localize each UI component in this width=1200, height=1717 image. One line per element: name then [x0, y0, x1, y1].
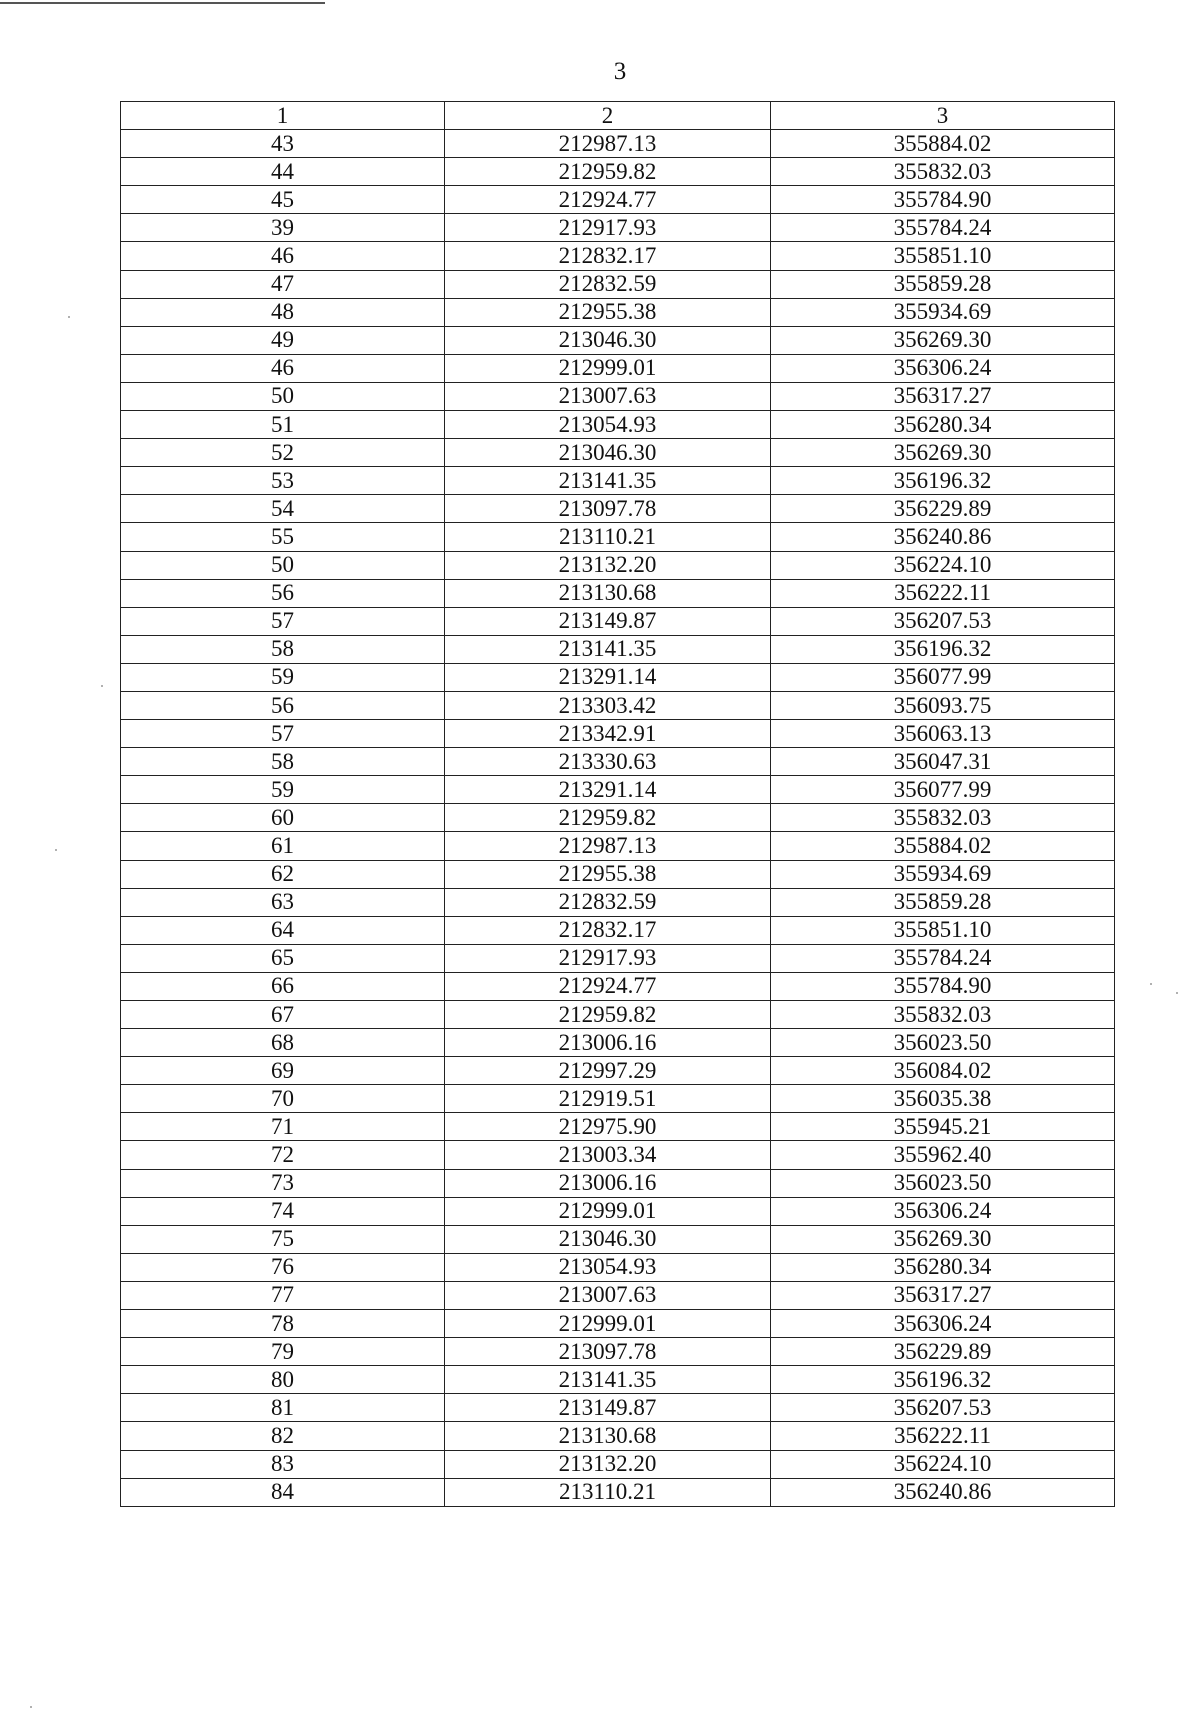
y-coordinate-cell: 356196.32: [771, 635, 1115, 663]
y-coordinate-cell: 355962.40: [771, 1141, 1115, 1169]
scan-speck: [30, 1706, 32, 1708]
y-coordinate-cell: 356224.10: [771, 1450, 1115, 1478]
table-row: [121, 804, 1115, 832]
y-coordinate-cell: 356023.50: [771, 1029, 1115, 1057]
x-coordinate-cell: 213110.21: [445, 1478, 771, 1506]
x-coordinate-cell: 213054.93: [445, 1253, 771, 1281]
table-row: [121, 579, 1115, 607]
table-row: [121, 1141, 1115, 1169]
x-coordinate-cell: 213003.34: [445, 1141, 771, 1169]
table-row: [121, 916, 1115, 944]
point-number-cell: 58: [121, 748, 445, 776]
table-row: [121, 720, 1115, 748]
y-coordinate-cell: 355851.10: [771, 242, 1115, 270]
scan-edge-line: [0, 2, 325, 4]
x-coordinate-cell: 212959.82: [445, 158, 771, 186]
x-coordinate-cell: 212832.17: [445, 242, 771, 270]
y-coordinate-cell: 355784.24: [771, 944, 1115, 972]
x-coordinate-cell: 212919.51: [445, 1085, 771, 1113]
y-coordinate-cell: 356196.32: [771, 1366, 1115, 1394]
point-number-cell: 72: [121, 1141, 445, 1169]
y-coordinate-cell: 356306.24: [771, 354, 1115, 382]
point-number-cell: 57: [121, 607, 445, 635]
y-coordinate-cell: 355832.03: [771, 158, 1115, 186]
point-number-cell: 57: [121, 720, 445, 748]
point-number-cell: 74: [121, 1197, 445, 1225]
y-coordinate-cell: 356229.89: [771, 495, 1115, 523]
header-row: [121, 102, 1115, 130]
x-coordinate-cell: 213007.63: [445, 1281, 771, 1309]
x-coordinate-cell: 213046.30: [445, 1225, 771, 1253]
point-number-cell: 76: [121, 1253, 445, 1281]
point-number-cell: 48: [121, 298, 445, 326]
x-coordinate-cell: 213097.78: [445, 1338, 771, 1366]
table-row: [121, 832, 1115, 860]
table-row: [121, 354, 1115, 382]
x-coordinate-cell: 212924.77: [445, 972, 771, 1000]
table-row: [121, 1253, 1115, 1281]
x-coordinate-cell: 213132.20: [445, 551, 771, 579]
x-coordinate-cell: 213132.20: [445, 1450, 771, 1478]
table-row: [121, 467, 1115, 495]
table-row: [121, 1281, 1115, 1309]
x-coordinate-cell: 213291.14: [445, 776, 771, 804]
point-number-cell: 70: [121, 1085, 445, 1113]
x-coordinate-cell: 213141.35: [445, 635, 771, 663]
table-row: [121, 523, 1115, 551]
y-coordinate-cell: 356280.34: [771, 411, 1115, 439]
point-number-cell: 59: [121, 663, 445, 691]
point-number-cell: 81: [121, 1394, 445, 1422]
point-number-cell: 51: [121, 411, 445, 439]
page-number: 3: [613, 58, 627, 85]
point-number-cell: 39: [121, 214, 445, 242]
table-row: [121, 972, 1115, 1000]
y-coordinate-cell: 355859.28: [771, 888, 1115, 916]
y-coordinate-cell: 356240.86: [771, 1478, 1115, 1506]
point-number-cell: 78: [121, 1310, 445, 1338]
table-row: [121, 382, 1115, 410]
table-row: [121, 1366, 1115, 1394]
y-coordinate-cell: 356093.75: [771, 691, 1115, 719]
point-number-cell: 44: [121, 158, 445, 186]
x-coordinate-cell: 212959.82: [445, 804, 771, 832]
y-coordinate-cell: 355884.02: [771, 832, 1115, 860]
point-number-cell: 71: [121, 1113, 445, 1141]
point-number-cell: 50: [121, 382, 445, 410]
x-coordinate-cell: 212917.93: [445, 944, 771, 972]
table-row: [121, 635, 1115, 663]
y-coordinate-cell: 355934.69: [771, 298, 1115, 326]
y-coordinate-cell: 356224.10: [771, 551, 1115, 579]
table-row: [121, 495, 1115, 523]
x-coordinate-cell: 212987.13: [445, 130, 771, 158]
table-row: [121, 1001, 1115, 1029]
point-number-cell: 53: [121, 467, 445, 495]
y-coordinate-cell: 356023.50: [771, 1169, 1115, 1197]
point-number-cell: 79: [121, 1338, 445, 1366]
table-row: [121, 860, 1115, 888]
x-coordinate-cell: 213110.21: [445, 523, 771, 551]
point-number-cell: 60: [121, 804, 445, 832]
table-row: [121, 944, 1115, 972]
table-row: [121, 242, 1115, 270]
y-coordinate-cell: 355884.02: [771, 130, 1115, 158]
table-row: [121, 1057, 1115, 1085]
y-coordinate-cell: 355832.03: [771, 804, 1115, 832]
x-coordinate-cell: 212924.77: [445, 186, 771, 214]
y-coordinate-cell: 355934.69: [771, 860, 1115, 888]
y-coordinate-cell: 356047.31: [771, 748, 1115, 776]
point-number-cell: 58: [121, 635, 445, 663]
y-coordinate-cell: 356084.02: [771, 1057, 1115, 1085]
y-coordinate-cell: 356269.30: [771, 326, 1115, 354]
x-coordinate-cell: 212832.59: [445, 888, 771, 916]
scan-speck: [101, 685, 103, 687]
x-coordinate-cell: 212975.90: [445, 1113, 771, 1141]
table-row: [121, 1394, 1115, 1422]
point-number-cell: 50: [121, 551, 445, 579]
y-coordinate-cell: 356222.11: [771, 579, 1115, 607]
x-coordinate-cell: 212997.29: [445, 1057, 771, 1085]
table-row: [121, 186, 1115, 214]
y-coordinate-cell: 356035.38: [771, 1085, 1115, 1113]
x-coordinate-cell: 213330.63: [445, 748, 771, 776]
x-coordinate-cell: 213054.93: [445, 411, 771, 439]
y-coordinate-cell: 355945.21: [771, 1113, 1115, 1141]
x-coordinate-cell: 213130.68: [445, 579, 771, 607]
x-coordinate-cell: 212917.93: [445, 214, 771, 242]
y-coordinate-cell: 355784.90: [771, 972, 1115, 1000]
y-coordinate-cell: 356077.99: [771, 776, 1115, 804]
point-number-cell: 45: [121, 186, 445, 214]
table-row: [121, 888, 1115, 916]
scan-speck: [55, 849, 57, 851]
table-row: [121, 439, 1115, 467]
table-row: [121, 1225, 1115, 1253]
table-row: [121, 607, 1115, 635]
y-coordinate-cell: 356207.53: [771, 607, 1115, 635]
x-coordinate-cell: 213149.87: [445, 607, 771, 635]
header-col-2: 2: [445, 102, 771, 130]
x-coordinate-cell: 213342.91: [445, 720, 771, 748]
table-row: [121, 158, 1115, 186]
table-body: [121, 130, 1115, 1507]
x-coordinate-cell: 213006.16: [445, 1029, 771, 1057]
table-row: [121, 270, 1115, 298]
y-coordinate-cell: 356269.30: [771, 439, 1115, 467]
x-coordinate-cell: 213291.14: [445, 663, 771, 691]
table-row: [121, 1113, 1115, 1141]
point-number-cell: 56: [121, 691, 445, 719]
y-coordinate-cell: 356196.32: [771, 467, 1115, 495]
y-coordinate-cell: 355832.03: [771, 1001, 1115, 1029]
point-number-cell: 46: [121, 242, 445, 270]
point-number-cell: 61: [121, 832, 445, 860]
point-number-cell: 83: [121, 1450, 445, 1478]
y-coordinate-cell: 356269.30: [771, 1225, 1115, 1253]
x-coordinate-cell: 213097.78: [445, 495, 771, 523]
point-number-cell: 56: [121, 579, 445, 607]
x-coordinate-cell: 213303.42: [445, 691, 771, 719]
table-row: [121, 214, 1115, 242]
table-row: [121, 1310, 1115, 1338]
x-coordinate-cell: 212987.13: [445, 832, 771, 860]
table-row: [121, 326, 1115, 354]
y-coordinate-cell: 356222.11: [771, 1422, 1115, 1450]
point-number-cell: 67: [121, 1001, 445, 1029]
point-number-cell: 54: [121, 495, 445, 523]
y-coordinate-cell: 356306.24: [771, 1310, 1115, 1338]
point-number-cell: 77: [121, 1281, 445, 1309]
y-coordinate-cell: 356063.13: [771, 720, 1115, 748]
x-coordinate-cell: 213141.35: [445, 1366, 771, 1394]
table-row: [121, 130, 1115, 158]
y-coordinate-cell: 356317.27: [771, 382, 1115, 410]
table-row: [121, 411, 1115, 439]
x-coordinate-cell: 213130.68: [445, 1422, 771, 1450]
y-coordinate-cell: 356280.34: [771, 1253, 1115, 1281]
point-number-cell: 65: [121, 944, 445, 972]
scan-speck: [68, 316, 70, 318]
point-number-cell: 52: [121, 439, 445, 467]
header-col-1: 1: [121, 102, 445, 130]
table-row: [121, 298, 1115, 326]
y-coordinate-cell: 356240.86: [771, 523, 1115, 551]
scan-speck: [1176, 992, 1178, 994]
point-number-cell: 84: [121, 1478, 445, 1506]
point-number-cell: 66: [121, 972, 445, 1000]
y-coordinate-cell: 355784.90: [771, 186, 1115, 214]
y-coordinate-cell: 356077.99: [771, 663, 1115, 691]
point-number-cell: 46: [121, 354, 445, 382]
y-coordinate-cell: 356317.27: [771, 1281, 1115, 1309]
table-row: [121, 691, 1115, 719]
x-coordinate-cell: 212832.17: [445, 916, 771, 944]
x-coordinate-cell: 212999.01: [445, 354, 771, 382]
x-coordinate-cell: 212955.38: [445, 860, 771, 888]
x-coordinate-cell: 213007.63: [445, 382, 771, 410]
table-row: [121, 748, 1115, 776]
table-row: [121, 1422, 1115, 1450]
point-number-cell: 59: [121, 776, 445, 804]
y-coordinate-cell: 356229.89: [771, 1338, 1115, 1366]
table-row: [121, 776, 1115, 804]
x-coordinate-cell: 212999.01: [445, 1310, 771, 1338]
point-number-cell: 47: [121, 270, 445, 298]
point-number-cell: 68: [121, 1029, 445, 1057]
x-coordinate-cell: 213149.87: [445, 1394, 771, 1422]
x-coordinate-cell: 213006.16: [445, 1169, 771, 1197]
table-row: [121, 663, 1115, 691]
table-row: [121, 1478, 1115, 1506]
x-coordinate-cell: 212999.01: [445, 1197, 771, 1225]
point-number-cell: 62: [121, 860, 445, 888]
x-coordinate-cell: 212832.59: [445, 270, 771, 298]
x-coordinate-cell: 212955.38: [445, 298, 771, 326]
point-number-cell: 75: [121, 1225, 445, 1253]
table-row: [121, 1029, 1115, 1057]
point-number-cell: 73: [121, 1169, 445, 1197]
y-coordinate-cell: 355851.10: [771, 916, 1115, 944]
point-number-cell: 82: [121, 1422, 445, 1450]
point-number-cell: 69: [121, 1057, 445, 1085]
y-coordinate-cell: 355859.28: [771, 270, 1115, 298]
point-number-cell: 43: [121, 130, 445, 158]
table-row: [121, 1169, 1115, 1197]
coordinates-table: [120, 101, 1115, 1507]
point-number-cell: 55: [121, 523, 445, 551]
table-row: [121, 1338, 1115, 1366]
scan-speck: [1150, 983, 1152, 985]
point-number-cell: 49: [121, 326, 445, 354]
x-coordinate-cell: 213046.30: [445, 326, 771, 354]
header-col-3: 3: [771, 102, 1115, 130]
point-number-cell: 63: [121, 888, 445, 916]
x-coordinate-cell: 213046.30: [445, 439, 771, 467]
y-coordinate-cell: 355784.24: [771, 214, 1115, 242]
y-coordinate-cell: 356306.24: [771, 1197, 1115, 1225]
x-coordinate-cell: 212959.82: [445, 1001, 771, 1029]
table-row: [121, 1197, 1115, 1225]
point-number-cell: 64: [121, 916, 445, 944]
table-row: [121, 1085, 1115, 1113]
y-coordinate-cell: 356207.53: [771, 1394, 1115, 1422]
table-row: [121, 551, 1115, 579]
table-header: [121, 102, 1115, 130]
x-coordinate-cell: 213141.35: [445, 467, 771, 495]
point-number-cell: 80: [121, 1366, 445, 1394]
table-row: [121, 1450, 1115, 1478]
